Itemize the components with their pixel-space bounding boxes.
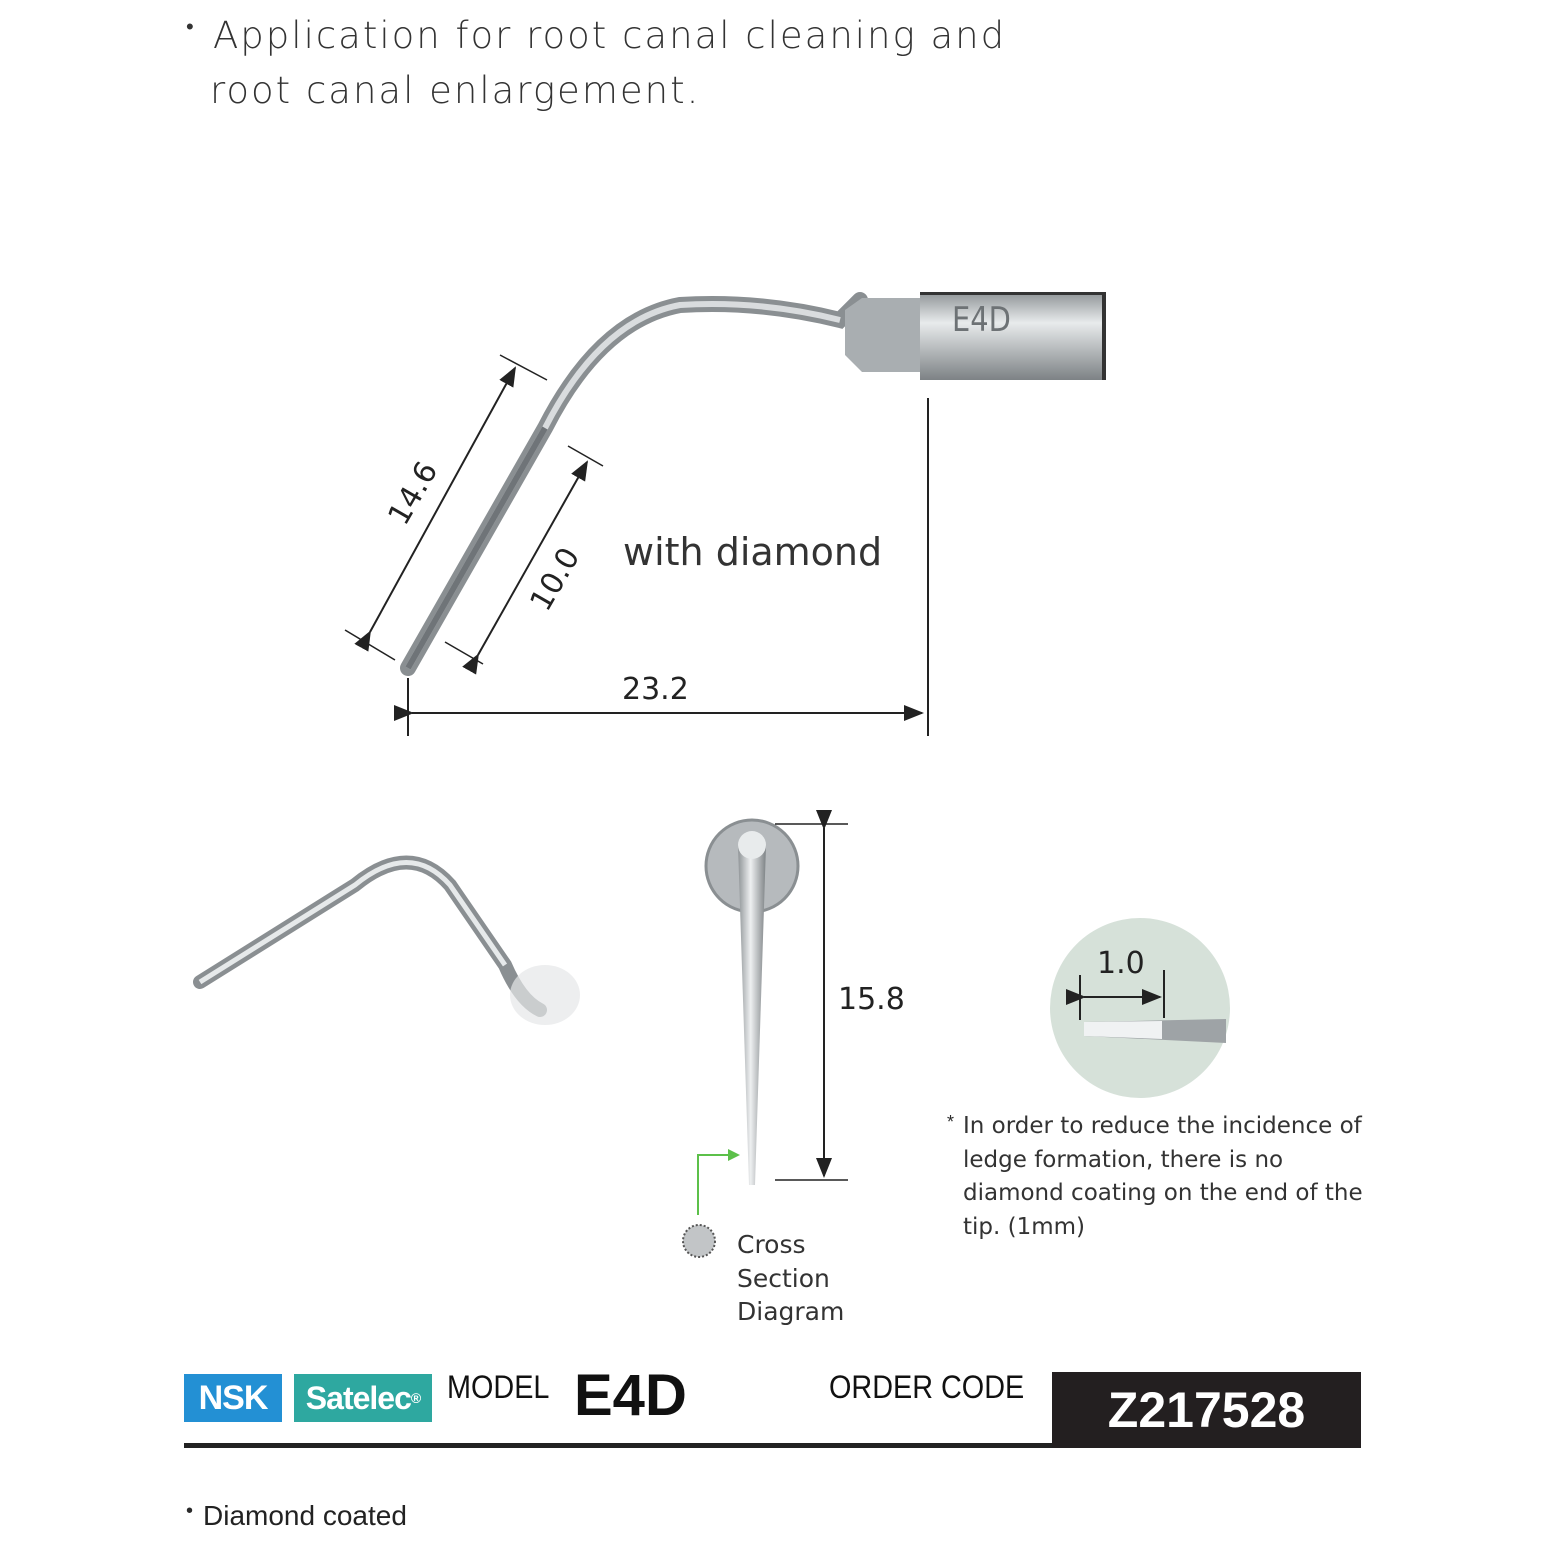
cross-section-line-3: Diagram xyxy=(737,1297,845,1326)
main-tip-illustration xyxy=(408,292,1106,668)
cross-section-line-2: Section xyxy=(737,1263,830,1293)
intro-line-2: root canal enlargement. xyxy=(210,69,701,112)
front-tip-illustration xyxy=(706,820,798,1185)
model-value: E4D xyxy=(574,1363,687,1428)
intro-line-1: Application for root canal cleaning and xyxy=(213,14,1007,57)
note-asterisk: * xyxy=(947,1112,955,1132)
angled-tip-photo xyxy=(200,863,580,1026)
cross-section-icon xyxy=(683,1225,715,1257)
cross-section-caption xyxy=(737,1228,844,1329)
dimension-length-label: 14.6 xyxy=(381,455,446,532)
diamond-label: with diamond xyxy=(623,530,883,574)
cross-section-line-1: Cross xyxy=(737,1230,806,1259)
dimension-diamond-label: 10.0 xyxy=(523,541,588,618)
feature-text: Diamond coated xyxy=(203,1500,407,1531)
nsk-logo: NSK xyxy=(184,1374,282,1422)
intro-bullet: • xyxy=(186,15,196,40)
satelec-logo-text: Satelec xyxy=(305,1379,411,1416)
satelec-logo xyxy=(294,1374,432,1422)
note-text: In order to reduce the incidence of ledge formation, there is no diamond coating on the end of the tip. (1mm) xyxy=(963,1113,1363,1240)
order-code-value: Z217528 xyxy=(1052,1372,1361,1448)
model-label: MODEL xyxy=(447,1369,550,1405)
tip-detail-magnifier xyxy=(1050,918,1230,1098)
dimension-width-label: 23.2 xyxy=(622,672,689,707)
tip-engraving-label: E4D xyxy=(952,300,1011,340)
order-code-label: ORDER CODE xyxy=(829,1369,1025,1405)
dimension-height-label: 15.8 xyxy=(838,982,905,1017)
feature-bullet: • xyxy=(186,1500,194,1522)
dimension-tip-label: 1.0 xyxy=(1097,946,1145,981)
registered-mark: ® xyxy=(410,1390,421,1406)
